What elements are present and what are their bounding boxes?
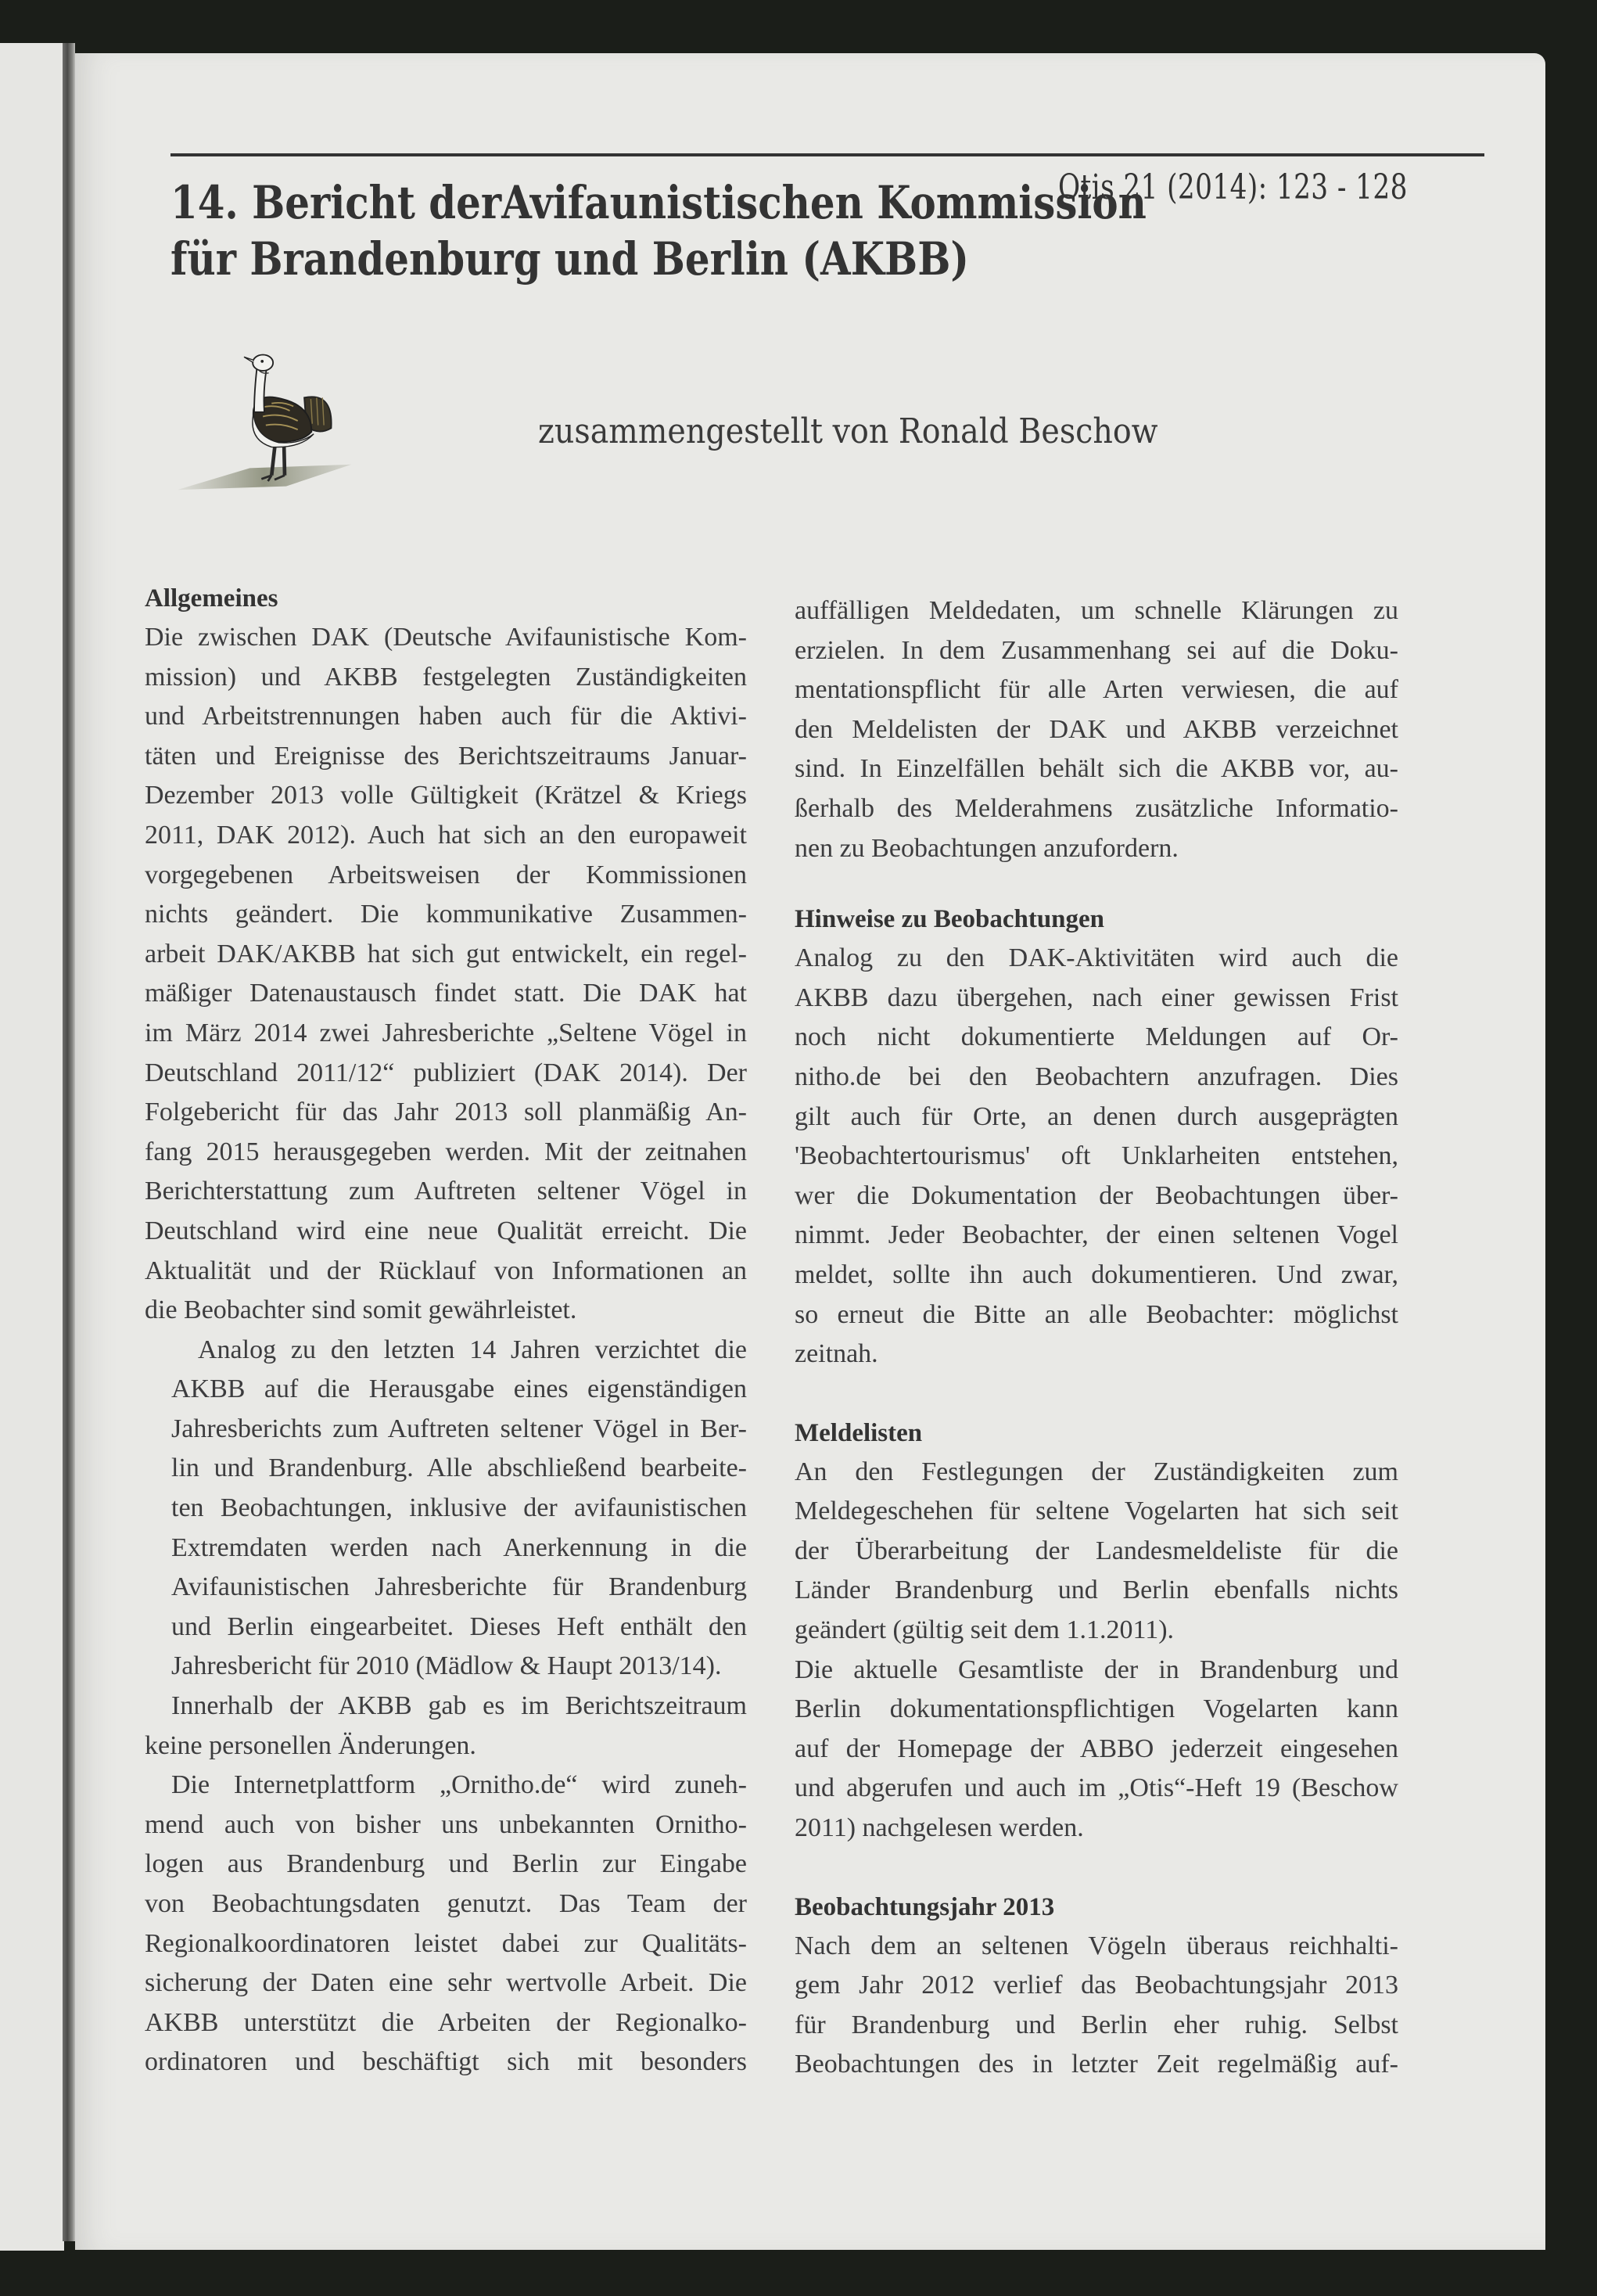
facing-page-edge bbox=[0, 43, 64, 2251]
text-line: zeitnah. bbox=[795, 1339, 878, 1369]
text-line: so erneut die Bitte an alle Beobachter: möglichst bbox=[795, 1299, 1398, 1329]
text-line: Die zwischen DAK (Deutsche Avifaunistische Kom- bbox=[145, 623, 747, 652]
text-line: Länder Brandenburg und Berlin ebenfalls nichts bbox=[795, 1576, 1398, 1605]
text-line: im März 2014 zwei Jahresberichte „Seltene Vögel in bbox=[145, 1018, 747, 1047]
text-line: von Beobachtungsdaten genutzt. Das Team der bbox=[145, 1889, 747, 1918]
paragraph bbox=[795, 1453, 1398, 1651]
text-line: ßerhalb des Melderahmens zusätzliche Informatio- bbox=[795, 793, 1398, 823]
title-line-1: 14. Bericht derAvifaunistischen Kommission bbox=[170, 176, 1147, 229]
section-heading-beobachtungsjahr: Beobachtungsjahr 2013 bbox=[795, 1892, 1055, 1921]
running-head: Otis 21 (2014): 123 - 128 bbox=[1058, 167, 1408, 207]
text-line: auf der Homepage der ABBO jederzeit eingesehen bbox=[795, 1734, 1398, 1763]
text-line: mission) und AKBB festgelegten Zuständigkeiten bbox=[145, 662, 747, 692]
text-line: die Beobachter sind somit gewährleistet. bbox=[145, 1295, 577, 1325]
text-line: den Meldelisten der DAK und AKBB verzeichnet bbox=[795, 714, 1398, 744]
text-line: sicherung der Daten eine sehr wertvolle Arbeit. Die bbox=[145, 1968, 747, 1998]
title-line-2: für Brandenburg und Berlin (AKBB) bbox=[170, 232, 969, 286]
text-line: Avifaunistischen Jahresberichte für Brandenburg bbox=[171, 1572, 747, 1602]
section-spacer bbox=[795, 1849, 1398, 1888]
paragraph-continuation bbox=[795, 591, 1398, 868]
text-line: Extremdaten werden nach Anerkennung in die bbox=[171, 1532, 747, 1562]
text-line: gilt auch für Orte, an denen durch ausgeprägten bbox=[795, 1101, 1398, 1131]
text-line: AKBB unterstützt die Arbeiten der Regionalko- bbox=[145, 2007, 747, 2037]
text-line: nichts geändert. Die kommunikative Zusammen- bbox=[145, 900, 747, 929]
text-line: meldet, sollte ihn auch dokumentieren. Und zwar, bbox=[795, 1259, 1398, 1289]
text-line: erzielen. In dem Zusammenhang sei auf die Doku- bbox=[795, 635, 1398, 665]
text-line: ten Beobachtungen, inklusive der avifaunistischen bbox=[171, 1493, 747, 1523]
section-spacer bbox=[795, 1374, 1398, 1414]
text-line: der Überarbeitung der Landesmeldeliste für die bbox=[795, 1536, 1398, 1565]
text-line: logen aus Brandenburg und Berlin zur Eingabe bbox=[145, 1849, 747, 1879]
paragraph bbox=[145, 1331, 747, 1687]
text-line: Aktualität und der Rücklauf von Informationen an bbox=[145, 1256, 747, 1285]
text-line: arbeit DAK/AKBB hat sich gut entwickelt, ein regel- bbox=[145, 939, 747, 968]
book-spine bbox=[63, 43, 75, 2241]
text-line: Berlin dokumentationspflichtigen Vogelarten kann bbox=[795, 1694, 1398, 1724]
text-line: Folgebericht für das Jahr 2013 soll planmäßig An- bbox=[145, 1098, 747, 1127]
text-line: keine personellen Änderungen. bbox=[145, 1730, 476, 1760]
text-line: Berichterstattung zum Auftreten seltener Vögel in bbox=[145, 1177, 747, 1206]
text-line: Die aktuelle Gesamtliste der in Brandenburg und bbox=[795, 1655, 1398, 1684]
text-line: auffälligen Meldedaten, um schnelle Klärungen zu bbox=[795, 596, 1398, 625]
text-line: Analog zu den DAK-Aktivitäten wird auch die bbox=[795, 943, 1398, 973]
text-line: Nach dem an seltenen Vögeln überaus reichhalti- bbox=[795, 1931, 1398, 1960]
text-line: An den Festlegungen der Zuständigkeiten zum bbox=[795, 1457, 1398, 1486]
text-line: nen zu Beobachtungen anzufordern. bbox=[795, 833, 1179, 863]
text-line: Dezember 2013 volle Gültigkeit (Krätzel & Kriegs bbox=[145, 781, 747, 810]
text-line: Die Internetplattform „Ornitho.de“ wird zuneh- bbox=[171, 1770, 747, 1800]
text-line: 'Beobachtertourismus' oft Unklarheiten entstehen, bbox=[795, 1141, 1398, 1171]
text-line: AKBB auf die Herausgabe eines eigenständigen bbox=[171, 1374, 747, 1404]
text-line: geändert (gültig seit dem 1.1.2011). bbox=[795, 1615, 1175, 1645]
text-line: nitho.de bei den Beobachtern anzufragen. Dies bbox=[795, 1062, 1398, 1091]
text-line: Jahresbericht für 2010 (Mädlow & Haupt 2013/14). bbox=[171, 1651, 722, 1681]
journal-page bbox=[75, 53, 1545, 2250]
text-line: AKBB dazu übergehen, nach einer gewissen Frist bbox=[795, 983, 1398, 1012]
text-line: Beobachtungen des in letzter Zeit regelmäßig auf- bbox=[795, 2050, 1398, 2079]
section-heading-hinweise: Hinweise zu Beobachtungen bbox=[795, 905, 1105, 934]
section-heading-meldelisten: Meldelisten bbox=[795, 1418, 923, 1447]
text-line: gem Jahr 2012 verlief das Beobachtungsjahr 2013 bbox=[795, 1971, 1398, 2000]
text-line: Deutschland wird eine neue Qualität erreicht. Die bbox=[145, 1216, 747, 1245]
paragraph bbox=[795, 939, 1398, 1374]
text-line: Regionalkoordinatoren leistet dabei zur Qualitäts- bbox=[145, 1928, 747, 1958]
text-line: und Arbeitstrennungen haben auch für die Aktivi- bbox=[145, 702, 747, 731]
text-line: täten und Ereignisse des Berichtszeitraums Januar- bbox=[145, 741, 747, 771]
text-line: Meldegeschehen für seltene Vogelarten hat sich seit bbox=[795, 1497, 1398, 1526]
text-line: Innerhalb der AKBB gab es im Berichtszeitraum bbox=[171, 1691, 747, 1721]
paragraph bbox=[795, 1927, 1398, 2085]
text-line: mentationspflicht für alle Arten verwiesen, die auf bbox=[795, 675, 1398, 705]
right-column bbox=[795, 591, 1398, 2085]
text-line: fang 2015 herausgegeben werden. Mit der zeitnahen bbox=[145, 1137, 747, 1166]
text-line: noch nicht dokumentierte Meldungen auf Or- bbox=[795, 1022, 1398, 1052]
section-heading-allgemeines: Allgemeines bbox=[145, 584, 278, 613]
great-bustard-bird-icon bbox=[163, 339, 366, 503]
header-rule bbox=[170, 153, 1484, 156]
text-line: Analog zu den letzten 14 Jahren verzichtet die bbox=[198, 1335, 747, 1364]
article-title bbox=[170, 174, 1179, 287]
text-line: 2011, DAK 2012). Auch hat sich an den europaweit bbox=[145, 820, 747, 850]
text-line: Deutschland 2011/12“ publiziert (DAK 2014). Der bbox=[145, 1058, 747, 1087]
text-line: vorgegebenen Arbeitsweisen der Kommissionen bbox=[145, 860, 747, 889]
paragraph bbox=[145, 618, 747, 1331]
text-line: und Berlin eingearbeitet. Dieses Heft enthält den bbox=[171, 1612, 747, 1641]
text-line: mend auch von bisher uns unbekannten Ornitho- bbox=[145, 1809, 747, 1839]
section-spacer bbox=[795, 868, 1398, 900]
paragraph bbox=[795, 1651, 1398, 1849]
paragraph bbox=[145, 1687, 747, 1766]
text-line: 2011) nachgelesen werden. bbox=[795, 1813, 1084, 1843]
text-line: ordinatoren und beschäftigt sich mit besonders bbox=[145, 2047, 747, 2077]
text-line: nimmt. Jeder Beobachter, der einen seltenen Vogel bbox=[795, 1220, 1398, 1250]
left-column bbox=[145, 579, 747, 2082]
text-line: sind. In Einzelfällen behält sich die AKBB vor, au- bbox=[795, 754, 1398, 784]
text-line: wer die Dokumentation der Beobachtungen über- bbox=[795, 1180, 1398, 1210]
byline: zusammengestellt von Ronald Beschow bbox=[538, 411, 1158, 451]
text-line: mäßiger Datenaustausch findet statt. Die DAK hat bbox=[145, 979, 747, 1008]
text-line: lin und Brandenburg. Alle abschließend bearbeite- bbox=[171, 1453, 747, 1483]
text-line: für Brandenburg und Berlin eher ruhig. Selbst bbox=[795, 2010, 1398, 2039]
paragraph bbox=[145, 1766, 747, 2082]
text-line: Jahresberichts zum Auftreten seltener Vögel in Ber- bbox=[171, 1414, 747, 1443]
text-line: und abgerufen und auch im „Otis“-Heft 19 (Beschow bbox=[795, 1773, 1398, 1803]
